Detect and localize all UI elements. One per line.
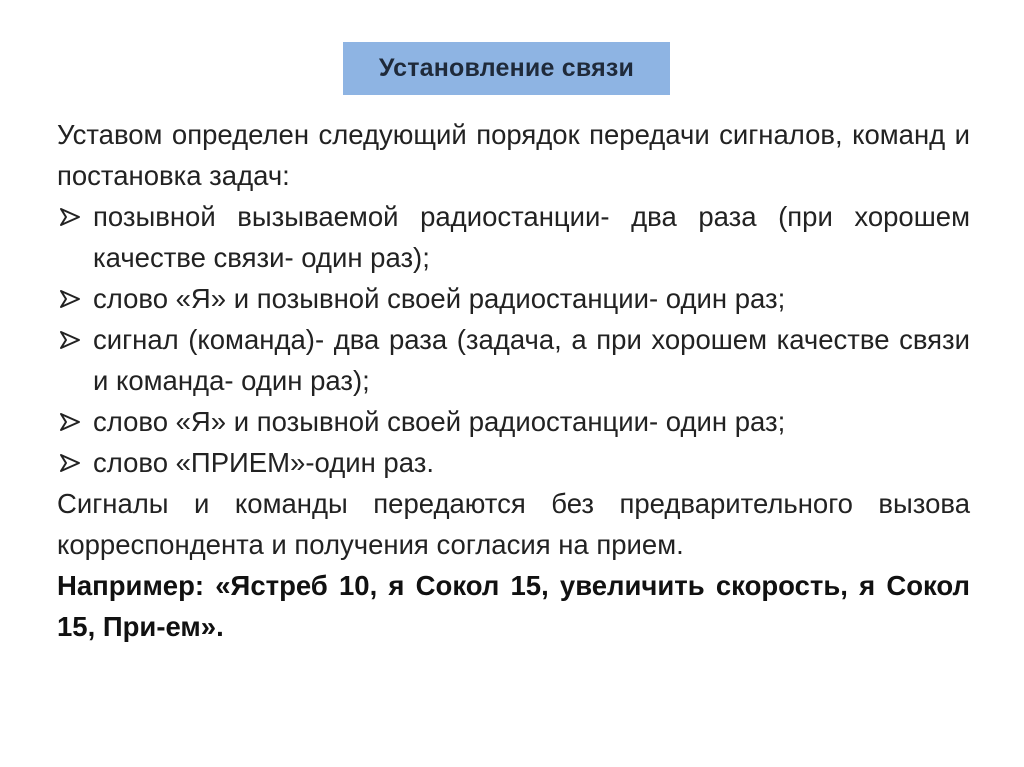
bullet-text: слово «Я» и позывной своей радиостанции- один раз;: [93, 283, 786, 314]
arrowhead-bullet-icon: [59, 319, 83, 360]
title-box: [343, 42, 670, 95]
bullet-item: [57, 401, 970, 442]
example-paragraph: Например: «Ястреб 10, я Сокол 15, увеличить скорость, я Сокол 15, При-ем».: [57, 570, 970, 642]
bullet-list: [57, 196, 970, 483]
bullet-text: слово «Я» и позывной своей радиостанции- один раз;: [93, 406, 786, 437]
bullet-item: [57, 196, 970, 278]
bullet-item: [57, 278, 970, 319]
arrowhead-bullet-icon: [59, 278, 83, 319]
bullet-item: [57, 319, 970, 401]
intro-paragraph: Уставом определен следующий порядок передачи сигналов, команд и постановка задач:: [57, 119, 970, 191]
note-paragraph: Сигналы и команды передаются без предварительного вызова корреспондента и получения согласия на прием.: [57, 488, 970, 560]
bullet-item: [57, 442, 970, 483]
bullet-text: сигнал (команда)- два раза (задача, а при хорошем качестве связи и команда- один раз);: [93, 324, 970, 396]
arrowhead-bullet-icon: [59, 401, 83, 442]
slide-content: [57, 114, 970, 647]
bullet-text: позывной вызываемой радиостанции- два раза (при хорошем качестве связи- один раз);: [93, 201, 970, 273]
arrowhead-bullet-icon: [59, 442, 83, 483]
arrowhead-bullet-icon: [59, 196, 83, 237]
slide-title: Установление связи: [378, 54, 635, 82]
bullet-text: слово «ПРИЕМ»-один раз.: [93, 447, 434, 478]
